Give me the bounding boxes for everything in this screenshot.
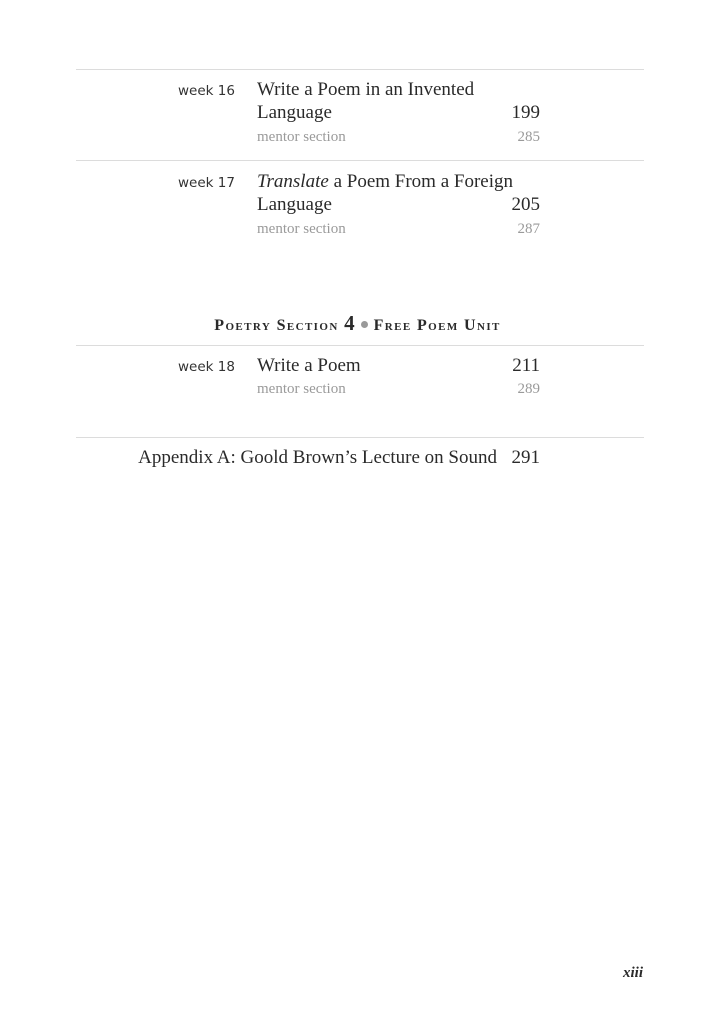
divider (76, 160, 644, 161)
entry-page-number[interactable]: 211 (512, 355, 540, 376)
mentor-page-number: 289 (517, 381, 540, 397)
entry-title-line1[interactable]: Write a Poem in an Invented (257, 79, 475, 100)
page-folio: xiii (622, 965, 643, 981)
week-label: week 16 (178, 83, 235, 99)
section-prefix: Poetry Section (214, 317, 339, 334)
entry-page-number[interactable]: 205 (511, 194, 540, 215)
entry-title-line2[interactable]: Language (257, 102, 332, 123)
bullet-dot-icon (361, 321, 368, 328)
section-name: Free Poem Unit (373, 317, 501, 334)
week-label: week 17 (178, 175, 235, 191)
mentor-section-label: mentor section (257, 221, 346, 237)
mentor-page-number: 287 (517, 221, 540, 237)
mentor-section-label: mentor section (257, 381, 346, 397)
entry-title-line2[interactable]: Language (257, 194, 332, 215)
divider-top (76, 69, 644, 70)
entry-title[interactable]: Write a Poem (257, 355, 361, 376)
mentor-section-label: mentor section (257, 129, 346, 145)
mentor-page-number: 285 (517, 129, 540, 145)
entry-title-line1[interactable] (257, 171, 513, 193)
appendix-title[interactable]: Appendix A: Goold Brown’s Lecture on Sound (138, 447, 497, 468)
appendix-page-number[interactable]: 291 (511, 447, 540, 468)
section-number: 4 (344, 311, 355, 335)
divider (76, 437, 644, 438)
section-heading (0, 311, 715, 336)
divider (76, 345, 644, 346)
entry-page-number[interactable]: 199 (511, 102, 540, 123)
week-label: week 18 (178, 359, 235, 375)
entry-title-rest: a Poem From a Foreign (328, 171, 513, 192)
entry-title-italic: Translate (257, 171, 329, 192)
